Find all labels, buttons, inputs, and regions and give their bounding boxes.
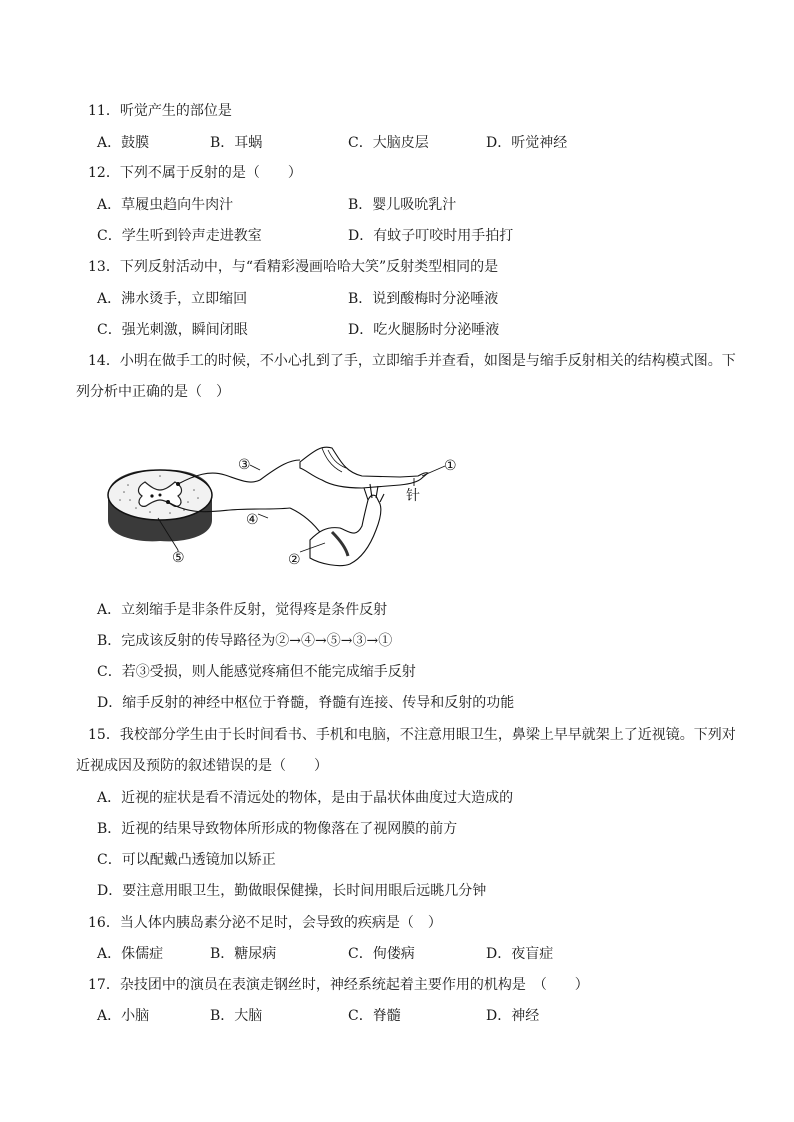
label-needle: 针: [406, 488, 420, 504]
label-5: ⑤: [172, 550, 185, 566]
question-15-option-d: D．要注意用眼卫生，勤做眼保健操，长时间用眼后远眺几分钟: [97, 883, 487, 899]
question-13-stem: 13．下列反射活动中，与“看精彩漫画哈哈大笑”反射类型相同的是: [88, 259, 499, 275]
question-17-stem: 17．杂技团中的演员在表演走钢丝时，神经系统起着主要作用的机构是 （ ）: [88, 977, 589, 993]
question-14-option-a: A．立刻缩手是非条件反射，觉得疼是条件反射: [97, 602, 388, 618]
question-12-stem: 12．下列不属于反射的是（ ）: [88, 165, 302, 181]
reflex-arc-figure: [100, 440, 470, 575]
question-14-stem-line2: 列分析中正确的是（ ）: [76, 384, 230, 400]
label-1: ①: [444, 458, 457, 474]
question-11-option-a: A．鼓膜: [97, 135, 150, 151]
question-13-option-c: C．强光刺激，瞬间闭眼: [97, 322, 248, 338]
question-14-stem-line1: 14．小明在做手工的时候，不小心扎到了手，立即缩手并查看，如图是与缩手反射相关的结构模式图。下: [88, 353, 736, 369]
lower-arm-outline: [310, 495, 381, 565]
question-16-option-d: D．夜盲症: [486, 946, 554, 962]
question-12-option-a: A．草履虫趋向牛肉汁: [97, 197, 234, 213]
question-13-option-b: B．说到酸梅时分泌唾液: [348, 291, 499, 307]
question-12-option-b: B．婴儿吸吮乳汁: [348, 197, 457, 213]
question-12-option-d: D．有蚊子叮咬时用手拍打: [348, 228, 514, 244]
question-14-option-d: D．缩手反射的神经中枢位于脊髓，脊髓有连接、传导和反射的功能: [97, 695, 515, 711]
question-14-option-b: B．完成该反射的传导路径为②→④→⑤→③→①: [97, 633, 393, 649]
question-11-option-b: B．耳蜗: [210, 135, 263, 151]
question-13-option-a: A．沸水烫手，立即缩回: [97, 291, 248, 307]
question-15-option-c: C．可以配戴凸透镜加以矫正: [97, 852, 276, 868]
question-17-option-b: B．大脑: [210, 1008, 263, 1024]
upper-arm-outline: [300, 447, 428, 488]
question-15-option-b: B．近视的结果导致物体所形成的物像落在了视网膜的前方: [97, 821, 458, 837]
question-15-option-a: A．近视的症状是看不清远处的物体，是由于晶状体曲度过大造成的: [97, 790, 514, 806]
question-16-option-b: B．糖尿病: [210, 946, 277, 962]
question-17-option-c: C．脊髓: [348, 1008, 401, 1024]
question-17-option-a: A．小脑: [97, 1008, 150, 1024]
question-13-option-d: D．吃火腿肠时分泌唾液: [348, 322, 500, 338]
question-15-stem-line1: 15．我校部分学生由于长时间看书、手机和电脑，不注意用眼卫生，鼻梁上早早就架上了近视镜。下列对: [88, 727, 736, 743]
question-12-option-c: C．学生听到铃声走进教室: [97, 228, 262, 244]
question-16-stem: 16．当人体内胰岛素分泌不足时，会导致的疾病是（ ）: [88, 915, 442, 931]
spinal-cord-section: [108, 470, 212, 542]
label-3: ③: [238, 457, 251, 473]
question-16-option-c: C．佝偻病: [348, 946, 415, 962]
question-11-option-d: D．听觉神经: [486, 135, 568, 151]
question-15-stem-line2: 近视成因及预防的叙述错误的是（ ）: [76, 758, 328, 774]
label-2: ②: [288, 552, 301, 568]
question-11-option-c: C．大脑皮层: [348, 135, 429, 151]
question-16-option-a: A．侏儒症: [97, 946, 164, 962]
question-11-stem: 11．听觉产生的部位是: [88, 103, 232, 119]
question-17-option-d: D．神经: [486, 1008, 540, 1024]
question-14-option-c: C．若③受损，则人能感觉疼痛但不能完成缩手反射: [97, 664, 416, 680]
label-4: ④: [246, 512, 259, 528]
